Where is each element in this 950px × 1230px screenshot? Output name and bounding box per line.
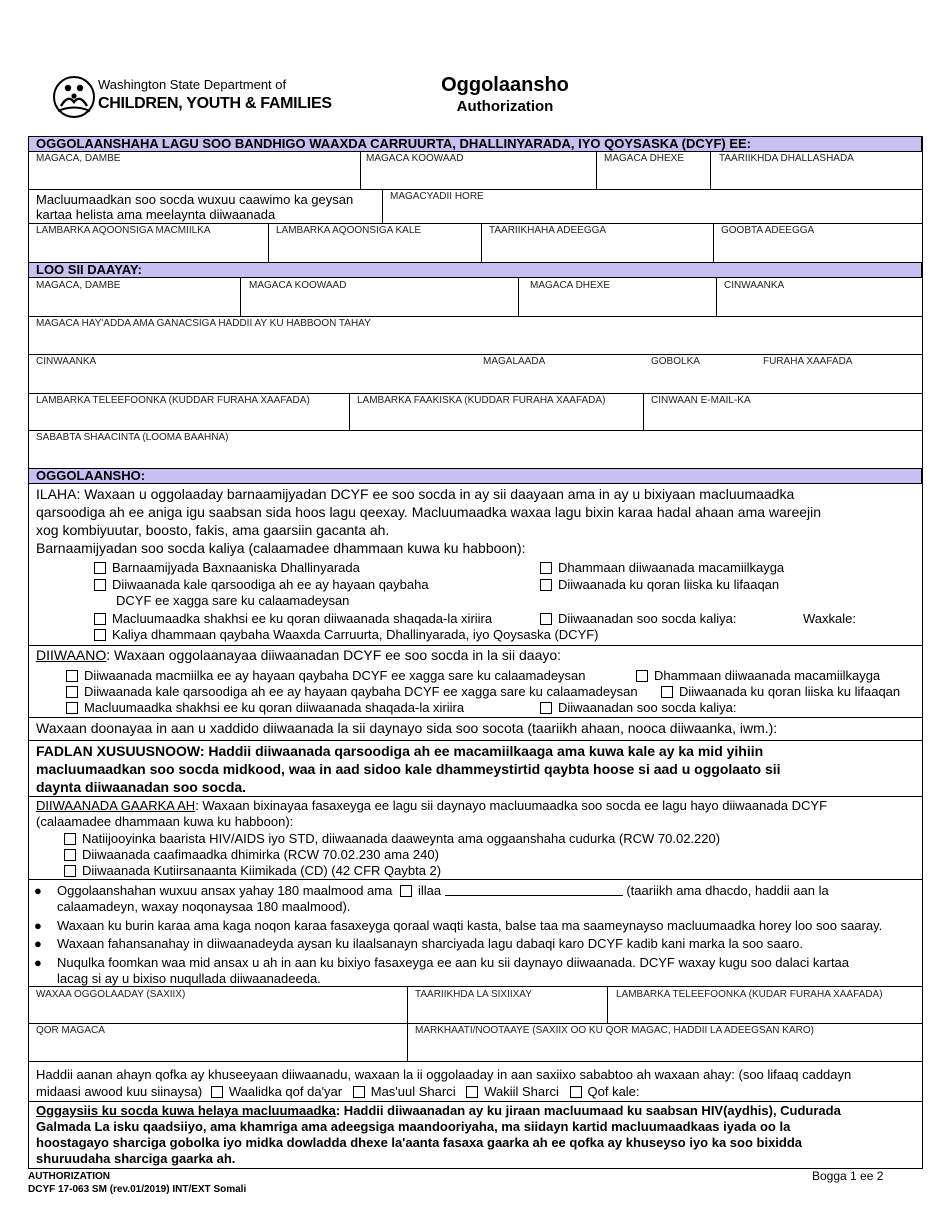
bullet-revoke: Waxaan ku burin karaa ama kaga noqon karaa fasaxeyga qoraal waqti kasta, balse taa ma saameynayso macluumaadka horey loo soo saaray.	[57, 918, 883, 933]
bullet-protection: Waxaan fahansanahay in diiwaanadeyda aysan ku ilaalsanayn sharciyada lagu dabaqi karo DCYF kadib kani marka la soo saaro.	[57, 936, 804, 951]
diiwaano-prompt: DIIWAANO: Waxaan oggolaanayaa diiwaanadan DCYF ee soo socda in la sii daayo:	[36, 647, 562, 663]
other-id-label: LAMBARKA AQOONSIGA KALE	[276, 225, 422, 236]
footer-form-name: AUTHORIZATION	[28, 1171, 111, 1182]
print-name-label: QOR MAGACA	[36, 1025, 105, 1036]
checkbox-guardian[interactable]	[353, 1086, 365, 1098]
checkbox[interactable]	[94, 613, 106, 625]
notice-line2: Galmada La isku qaadsiiyo, ama khamriga ama adeegsiga maandooriyaha, ma siidayn kartid macluumaadkaas iyada oo la	[36, 1119, 791, 1134]
bullet-validity-line2: calaamadeyn, waxay noqonaysaa 180 maalmood).	[57, 899, 351, 914]
checkbox-parent[interactable]	[211, 1086, 223, 1098]
witness-label: MARKHAATI/NOOTAAYE (SAXIIX OO KU QOR MAGAC, HADDII LA ADEEGSAN KARO)	[415, 1025, 814, 1036]
checkbox[interactable]	[540, 562, 552, 574]
checkbox[interactable]	[66, 686, 78, 698]
state-label: GOBOLKA	[651, 356, 700, 367]
previous-names-label: MAGACYADII HORE	[390, 191, 484, 202]
client-id-label: LAMBARKA AQOONSIGA MACMIILKA	[36, 225, 211, 236]
notice-line3: hoostagayo sharciga gobolka iyo midka dowladda dhexe la'aanta fasaxa gaarka ah ee qofka ay khuseyso iyo ka soo bixidda	[36, 1135, 803, 1150]
fax-label: LAMBARKA FAAKISKA (KUDDAR FURAHA XAAFADA)	[357, 395, 606, 406]
special-hiv[interactable]: Natiijooyinka baarista HIV/AIDS iyo STD, diiwaanada daaweynta ama oggaanshaha cudurka (RCW 70.02.220)	[64, 831, 720, 846]
footer-form-id: DCYF 17-063 SM (rev.01/2019) INT/EXT Somali	[28, 1184, 247, 1195]
checkbox[interactable]	[66, 702, 78, 714]
footer-page-number: Bogga 1 ee 2	[812, 1169, 884, 1183]
agency-name-label: MAGACA HAY'ADDA AMA GANACSIGA HADDII AY KU HABBOON TAHAY	[36, 318, 371, 329]
client-dob-label: TAARIIKHDA DHALLASHADA	[719, 153, 854, 164]
bullet-dot-1: ●	[34, 883, 42, 898]
option-all-dcyf-divisions[interactable]: Kaliya dhammaan qaybaha Waaxda Carruurta, Dhallinyarada, iyo Qoysaska (DCYF)	[94, 627, 599, 642]
signature-label: WAXAA OGGOLAADAY (SAXIIX)	[36, 989, 186, 1000]
checkbox[interactable]	[661, 686, 673, 698]
checkbox[interactable]	[400, 885, 412, 897]
recipient-last-name-label: MAGACA, DAMBE	[36, 280, 121, 291]
checkbox[interactable]	[94, 562, 106, 574]
option-other-confidential-line2: DCYF ee xagga sare ku calaamadeysan	[116, 593, 350, 608]
representative-text: Haddii aanan ahayn qofka ay khuseeyaan diiwaanadu, waxaan la ii oggolaaday in aan saxiixo sababtoo ah waxaan ahay: (soo lifaaq caddayn	[36, 1067, 852, 1082]
record-client-divisions[interactable]: Diiwaanada macmiilka ee ay hayaan qaybaha DCYF ee xagga sare ku calaamadeysan	[66, 668, 586, 683]
representative-options: midaasi awood kuu siinaysa) Waalidka qof da'yar Mas'uul Sharci Wakiil Sharci Qof kale:	[36, 1084, 640, 1099]
checkbox[interactable]	[636, 670, 648, 682]
zip-label: FURAHA XAAFADA	[763, 356, 853, 367]
limit-records-text: Waxaan doonayaa in aan u xaddido diiwaanada la sii daynayo sida soo socota (taariikh ahaan, nooca diiwaanka, iwm.):	[36, 720, 778, 736]
checkbox[interactable]	[94, 629, 106, 641]
record-attached-list[interactable]: Diiwaanada ku qoran liiska ku lifaaqan	[661, 684, 900, 699]
record-personal-work[interactable]: Macluumaadka shakhsi ee ku qoran diiwaanada shaqada-la xiriira	[66, 700, 464, 715]
option-only-following[interactable]: Diiwaanadan soo socda kaliya:	[540, 611, 737, 626]
bullet-validity: Oggolaanshahan wuxuu ansax yahay 180 maalmood ama illaa (taariikh ama dhacdo, haddii aan la	[57, 883, 829, 898]
reason-label: SABABTA SHAACINTA (LOOMA BAAHNA)	[36, 432, 229, 443]
checkbox[interactable]	[94, 579, 106, 591]
family-logo-icon	[52, 74, 96, 120]
bullet-dot-3: ●	[34, 936, 42, 951]
signer-phone-label: LAMBARKA TELEEFOONKA (KUDAR FURAHA XAAFADA)	[616, 989, 883, 1000]
email-label: CINWAAN E-MAIL-KA	[651, 395, 751, 406]
bullet-dot-4: ●	[34, 955, 42, 970]
ilaha-line2: qarsoodiga ah ee aniga igu saabsan sida hoos lagu qeexay. Macluumaadka waxaa lagu bixin karaa hadal ahaan ama wareejin	[36, 504, 822, 520]
section-band-authorization: OGGOLAANSHO:	[28, 468, 922, 484]
client-first-name-label: MAGACA KOOWAAD	[366, 153, 464, 164]
special-chemical-dependency[interactable]: Diiwaanada Kutiirsanaanta Kiimikada (CD) (42 CFR Qaybta 2)	[64, 863, 441, 878]
ilaha-line3: xog kombiyuutar, boosto, fakis, ama gaarsiin gacanta ah.	[36, 522, 390, 538]
checkbox[interactable]	[540, 702, 552, 714]
reminder-line1: FADLAN XUSUUSNOOW: Haddii diiwaanada qarsoodiga ah ee macamiilkaaga ama kuwa kale ay ka mid yihiin	[36, 743, 764, 759]
record-all-client[interactable]: Dhammaan diiwaanada macamiilkayga	[636, 668, 880, 683]
city-label: MAGALAADA	[483, 356, 546, 367]
option-youth-rehab[interactable]: Barnaamijyada Baxnaaniska Dhallinyarada	[94, 560, 360, 575]
record-other-confidential[interactable]: Diiwaanada kale qarsoodiga ah ee ay hayaan qaybaha DCYF ee xagga sare ku calaamadeysan	[66, 684, 638, 699]
recipient-middle-name-label: MAGACA DHEXE	[530, 280, 611, 291]
service-location-label: GOOBTA ADEEGGA	[721, 225, 815, 236]
section-band-client: OGGOLAANSHAHA LAGU SOO BANDHIGO WAAXDA CARRUURTA, DHALLINYARADA, IYO QOYSASKA (DCYF) EE:	[28, 136, 922, 152]
checkbox[interactable]	[66, 670, 78, 682]
phone-label: LAMBARKA TELEEFOONKA (KUDDAR FURAHA XAAFADA)	[36, 395, 310, 406]
option-other-confidential[interactable]: Diiwaanada kale qarsoodiga ah ee ay hayaan qaybaha	[94, 577, 429, 592]
waxkale-label: Waxkale:	[803, 611, 856, 626]
client-note: Macluumaadkan soo socda wuxuu caawimo ka geysan kartaa helista ama meelaynta diiwaanada	[36, 192, 354, 222]
option-attached-list[interactable]: Diiwaanada ku qoran liiska ku lifaaqan	[540, 577, 779, 592]
checkbox[interactable]	[540, 613, 552, 625]
service-dates-label: TAARIIKHAHA ADEEGGA	[489, 225, 607, 236]
notice-line1: Oggaysiis ku socda kuwa helaya macluumaadka: Haddii diiwaanadan ay ku jiraan macluumaad ku saabsan HIV(aydhis), Cudurada	[36, 1103, 841, 1118]
checkbox[interactable]	[64, 865, 76, 877]
client-last-name-label: MAGACA, DAMBE	[36, 153, 121, 164]
bullet-dot-2: ●	[34, 918, 42, 933]
notice-line4: shuruudaha sharciga gaarka ah.	[36, 1151, 236, 1166]
checkbox[interactable]	[64, 833, 76, 845]
page-title: Oggolaansho	[441, 74, 569, 96]
record-only-following[interactable]: Diiwaanadan soo socda kaliya:	[540, 700, 737, 715]
expiry-date-field[interactable]	[445, 884, 623, 896]
checkbox-other[interactable]	[570, 1086, 582, 1098]
page-subtitle: Authorization	[456, 98, 554, 115]
checkbox[interactable]	[540, 579, 552, 591]
client-middle-name-label: MAGACA DHEXE	[604, 153, 685, 164]
address-label: CINWAANKA	[36, 356, 97, 367]
ilaha-line1: ILAHA: Waxaan u oggolaaday barnaamijyadan DCYF ee soo socda in ay sii daayaan ama in ay u bixiyaan macluumaadka	[36, 486, 795, 502]
special-records-prompt: DIIWAANADA GAARKA AH: Waxaan bixinayaa fasaxeyga ee lagu sii daynayo macluumaadka soo socda ee lagu hayo diiwaanada DCYF	[36, 798, 828, 813]
bullet-copy-line2: lacag si ay u bixiso nuqullada diiwaanadeeda.	[57, 971, 321, 986]
logo-line1: Washington State Department of	[98, 77, 287, 92]
programs-prompt: Barnaamijyadan soo socda kaliya (calaamadee dhammaan kuwa ku habboon):	[36, 540, 526, 556]
reminder-line3: daynta diiwaanadan soo socda.	[36, 779, 247, 795]
recipient-first-name-label: MAGACA KOOWAAD	[249, 280, 347, 291]
special-records-prompt-line2: (calaamadee dhammaan kuwa ku habboon):	[36, 814, 294, 829]
bullet-copy: Nuqulka foomkan waa mid ansax u ah in aan ku bixiyo fasaxeyga ee aan ku sii daynayo diiwaanada. DCYF waxay kugu soo dalaci kartaa	[57, 955, 850, 970]
agency-logo	[52, 74, 332, 120]
logo-line2: CHILDREN, YOUTH & FAMILIES	[98, 95, 332, 112]
option-all-client-records[interactable]: Dhammaan diiwaanada macamiilkayga	[540, 560, 784, 575]
reminder-line2: macluumaadkan soo socda midkood, waa in aad sidoo kale dhammeystirtid qaybta hoose si aad u oggolaato sii	[36, 761, 781, 777]
section-band-released-to: LOO SII DAAYAY:	[28, 262, 922, 278]
recipient-title-label: CINWAANKA	[724, 280, 785, 291]
signed-date-label: TAARIIKHDA LA SIXIIXAY	[415, 989, 532, 1000]
checkbox-legal-rep[interactable]	[466, 1086, 478, 1098]
option-personal-work-info[interactable]: Macluumaadka shakhsi ee ku qoran diiwaanada shaqada-la xiriira	[94, 611, 492, 626]
special-mental-health[interactable]: Diiwaanada caafimaadka dhimirka (RCW 70.02.230 ama 240)	[64, 847, 439, 862]
checkbox[interactable]	[64, 849, 76, 861]
